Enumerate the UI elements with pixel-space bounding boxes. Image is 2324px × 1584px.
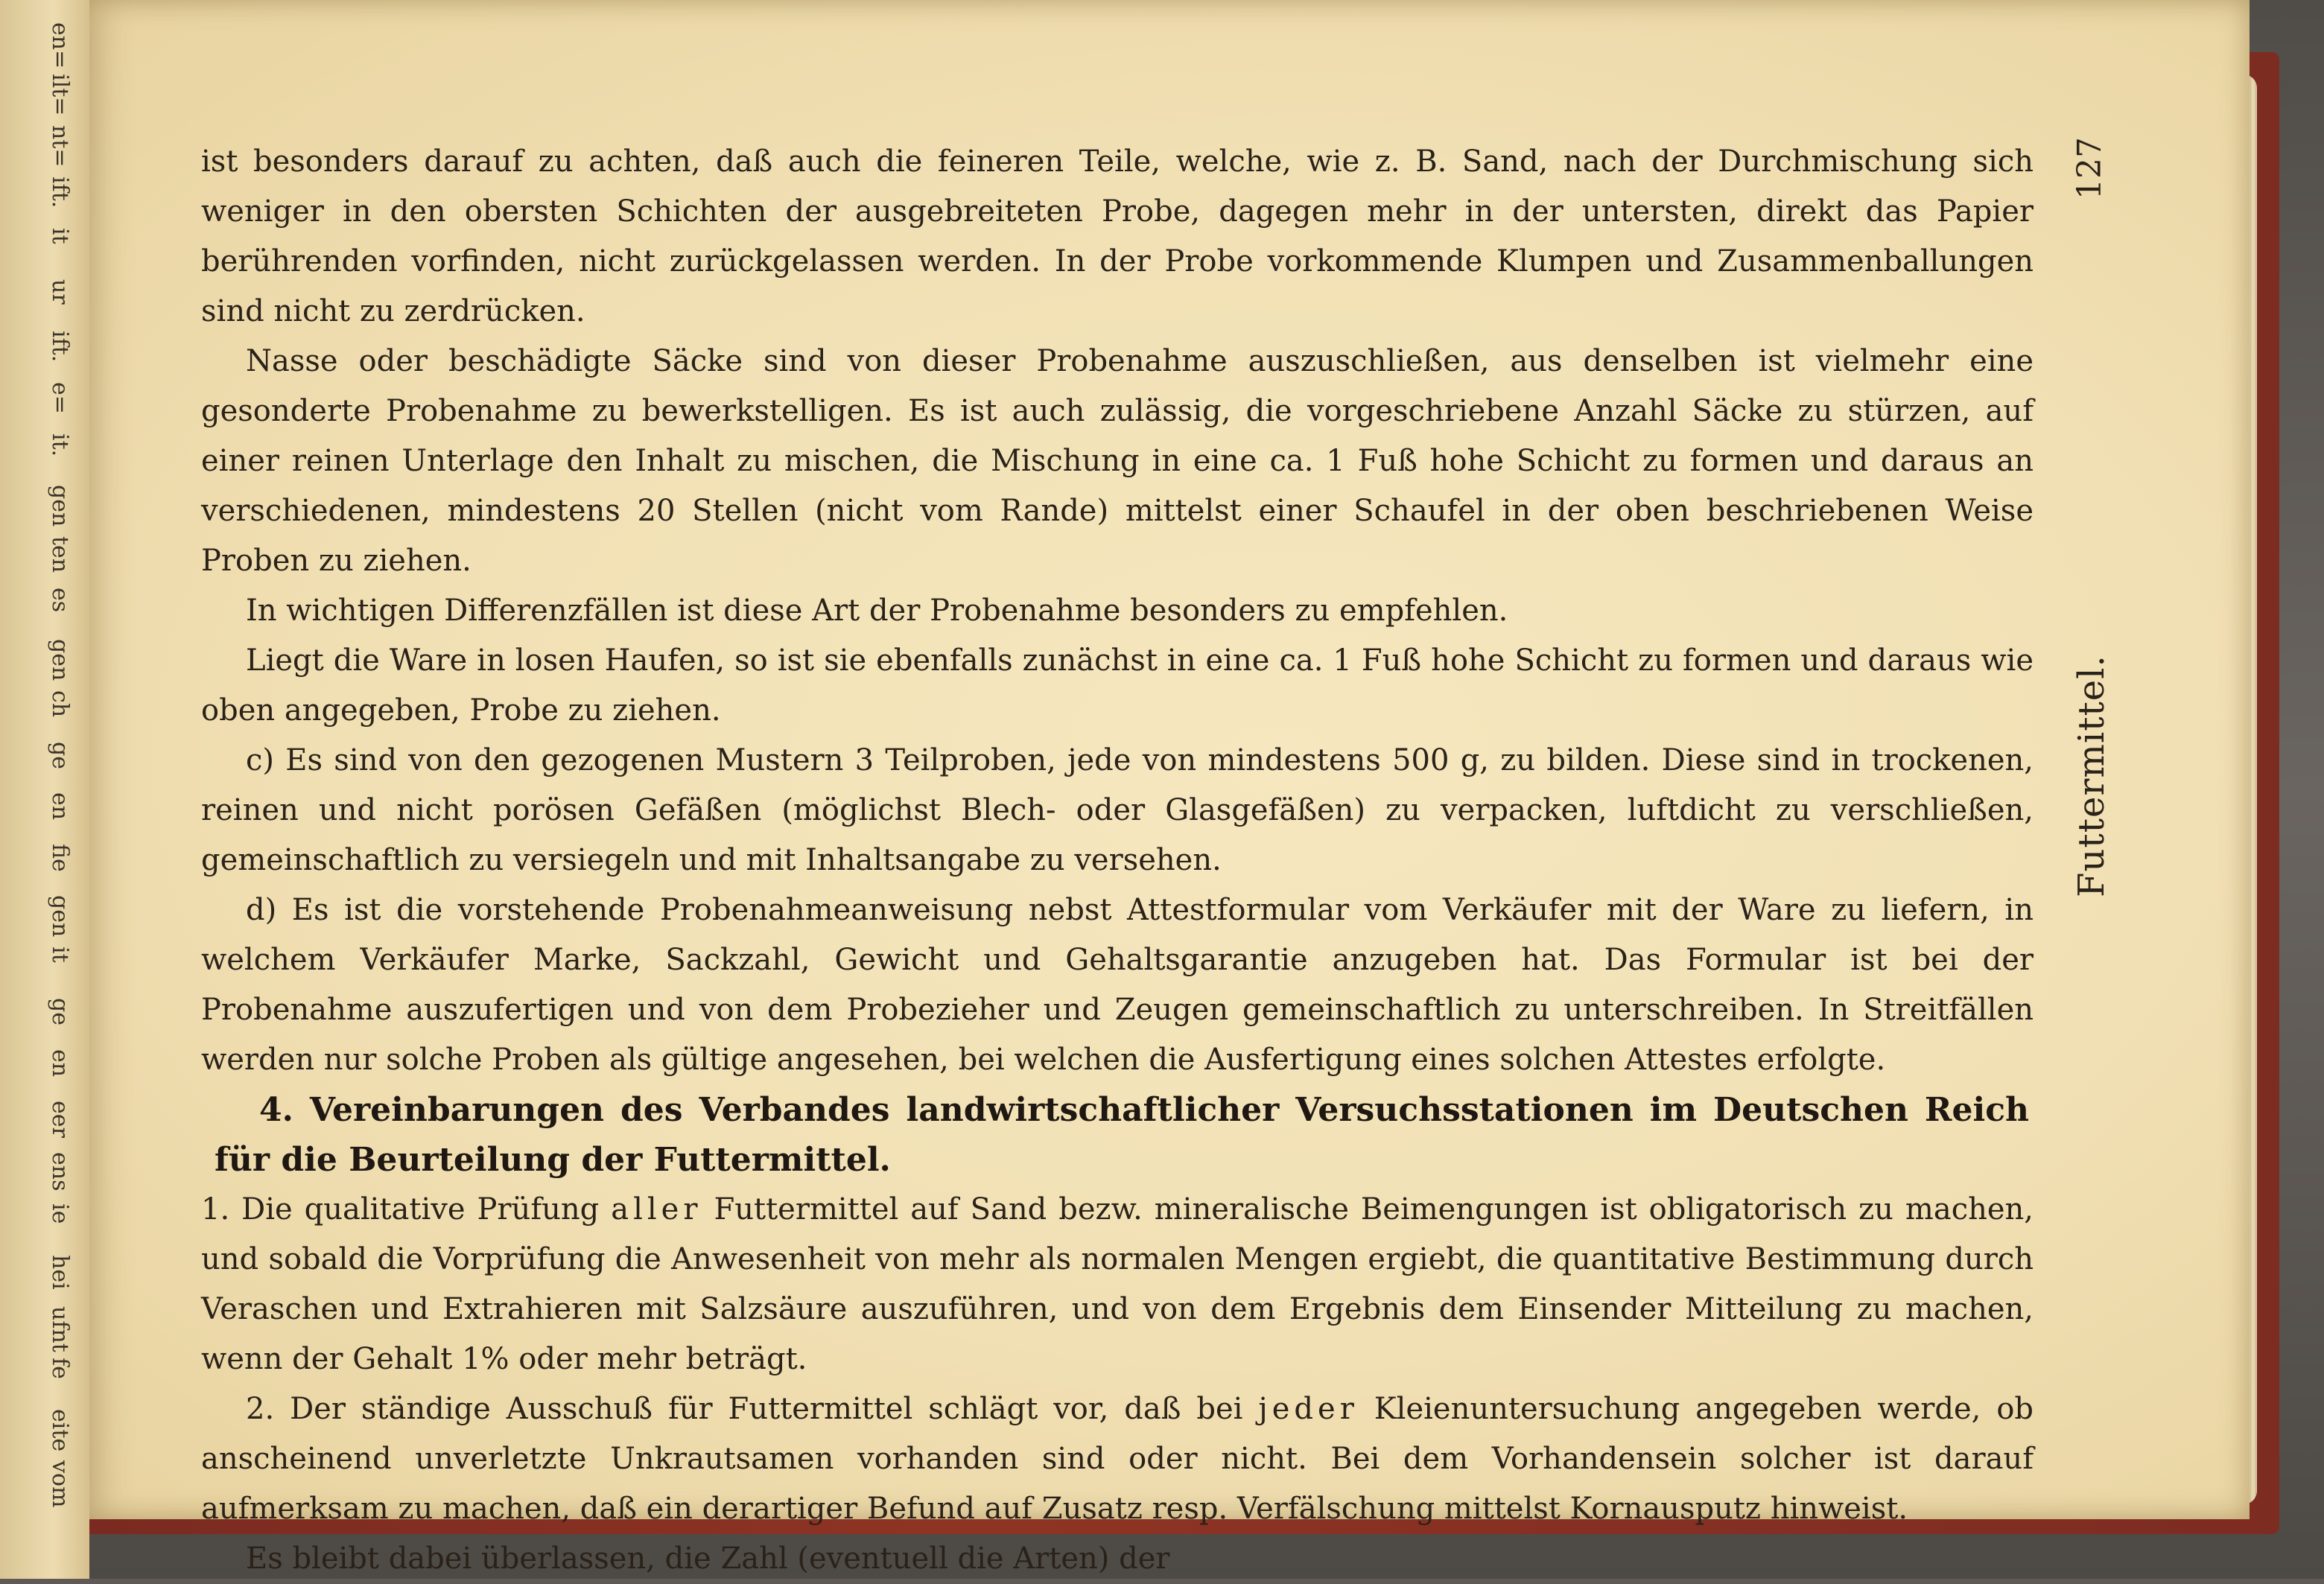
emphasis-text: aller <box>611 1192 702 1227</box>
facing-page-fragment: vom <box>47 1460 73 1508</box>
body-text <box>201 137 2034 1576</box>
facing-page-fragment: e= <box>47 381 73 414</box>
facing-page-fragment: fe <box>47 1358 73 1379</box>
text-run: 2. Der ständige Ausschuß für Futtermittel schlägt vor, daß bei <box>246 1392 1243 1426</box>
facing-page-fragment: ift. <box>47 176 73 209</box>
paragraph: In wichtigen Differenzfällen ist diese Art der Probenahme besonders zu empfehlen. <box>246 594 1508 628</box>
facing-page-fragment: it. <box>47 433 73 457</box>
page-header <box>2071 137 2123 1415</box>
facing-page-fragment: ur <box>47 279 73 305</box>
section-paragraph <box>201 1384 2034 1534</box>
facing-page-fragment: ift. <box>47 330 73 363</box>
running-head: Futtermittel. <box>2071 655 2112 897</box>
section-paragraph: Es bleibt dabei überlassen, die Zahl (eventuell die Arten) der <box>246 1542 1170 1576</box>
facing-page-fragment: gen <box>47 638 73 681</box>
facing-page-fragment: ilt= <box>47 73 73 116</box>
facing-page-fragment: fie <box>47 844 73 873</box>
facing-page-fragment: en= <box>47 22 73 69</box>
facing-page-fragment: en <box>47 1049 73 1078</box>
facing-page-fragment: eite <box>47 1409 73 1452</box>
facing-page-fragment: en <box>47 792 73 821</box>
facing-page-fragment: it <box>47 227 73 244</box>
section-heading: 4. Vereinbarungen des Verbandes landwirtschaftlicher Versuchsstationen im Deutschen Reich für die Beurteilung der Futtermittel. <box>215 1091 2029 1179</box>
text-run: Futtermittel auf Sand bezw. mineralische Beimengungen ist obligatorisch zu machen, und sobald die Vorprüfung die Anwesenheit von mehr als normalen Mengen ergiebt, die quantitative Bestimmung durch Veraschen und Extrahieren mit Salzsäure auszuführen, und von dem Ergebnis dem Einsender Mitteilung zu machen, wenn der Gehalt 1% oder mehr beträgt. <box>201 1192 2034 1376</box>
facing-page-fragment: ge <box>47 741 73 769</box>
facing-page-fragment: ge <box>47 998 73 1026</box>
emphasis-text: jeder <box>1258 1392 1359 1426</box>
paragraph: ist besonders darauf zu achten, daß auch die feineren Teile, welche, wie z. B. Sand, nach der Durchmischung sich weniger in den obersten Schichten der ausgebreiteten Probe, dagegen mehr in der untersten, direkt das Papier berührenden vorfinden, nicht zurückgelassen werden. In der Probe vorkommende Klumpen und Zusammenballungen sind nicht zu zerdrücken. <box>201 144 2034 328</box>
facing-page-fragment: ufnt <box>47 1306 73 1352</box>
facing-page-fragment: eer <box>47 1101 73 1139</box>
facing-page-fragment: gen <box>47 895 73 938</box>
section-paragraph <box>201 1185 2034 1384</box>
book-page <box>89 0 2250 1576</box>
paragraph: c) Es sind von den gezogenen Mustern 3 Teilproben, jede von mindestens 500 g, zu bilden. Diese sind in trockenen, reinen und nicht porösen Gefäßen (möglichst Blech- oder Glasgefäßen) zu verpacken, luftdicht zu verschließen, gemeinschaftlich zu versiegeln und mit Inhaltsangabe zu versehen. <box>201 743 2034 877</box>
facing-page-edge <box>0 0 89 1579</box>
text-run: 1. Die qualitative Prüfung <box>201 1192 600 1227</box>
facing-page-fragment: ch <box>47 690 73 717</box>
facing-page-fragment: gen <box>47 484 73 527</box>
paragraph: Liegt die Ware in losen Haufen, so ist sie ebenfalls zunächst in eine ca. 1 Fuß hohe Schicht zu formen und daraus wie oben angegeben, Probe zu ziehen. <box>201 643 2034 728</box>
facing-page-fragment: es <box>47 587 73 612</box>
text-run: Kleienuntersuchung angegeben werde, ob anscheinend unverletzte Unkrautsamen vorhanden sind oder nicht. Bei dem Vorhandensein solcher ist darauf aufmerksam zu machen, daß ein derartiger Befund auf Zusatz resp. Verfälschung mittelst Kornausputz hinweist. <box>201 1392 2034 1526</box>
facing-page-fragment: nt= <box>47 124 73 168</box>
facing-page-fragment: it <box>47 947 73 964</box>
facing-page-fragment: hei <box>47 1255 73 1290</box>
paragraph: d) Es ist die vorstehende Probenahmeanweisung nebst Attestformular vom Verkäufer mit der Ware zu liefern, in welchem Verkäufer Marke, Sackzahl, Gewicht und Gehaltsgarantie anzugeben hat. Das Formular ist bei der Probenahme auszufertigen und von dem Probezieher und Zeugen gemeinschaftlich zu unterschreiben. In Streitfällen werden nur solche Proben als gültige angesehen, bei welchen die Ausfertigung eines solchen Attestes erfolgte. <box>201 893 2034 1077</box>
page-number: 127 <box>2071 137 2109 200</box>
facing-page-fragment: ten <box>47 535 73 573</box>
rotated-page-content <box>89 48 2250 1576</box>
facing-page-fragment: ens <box>47 1152 73 1192</box>
paragraph: Nasse oder beschädigte Säcke sind von dieser Probenahme auszuschließen, aus denselben ist vielmehr eine gesonderte Probenahme zu bewerkstelligen. Es ist auch zulässig, die vorgeschriebene Anzahl Säcke zu stürzen, auf einer reinen Unterlage den Inhalt zu mischen, die Mischung in eine ca. 1 Fuß hohe Schicht zu formen und daraus an verschiedenen, mindestens 20 Stellen (nicht vom Rande) mittelst einer Schaufel in der oben beschriebenen Weise Proben zu ziehen. <box>201 344 2034 578</box>
facing-page-fragment: ie <box>47 1203 73 1224</box>
